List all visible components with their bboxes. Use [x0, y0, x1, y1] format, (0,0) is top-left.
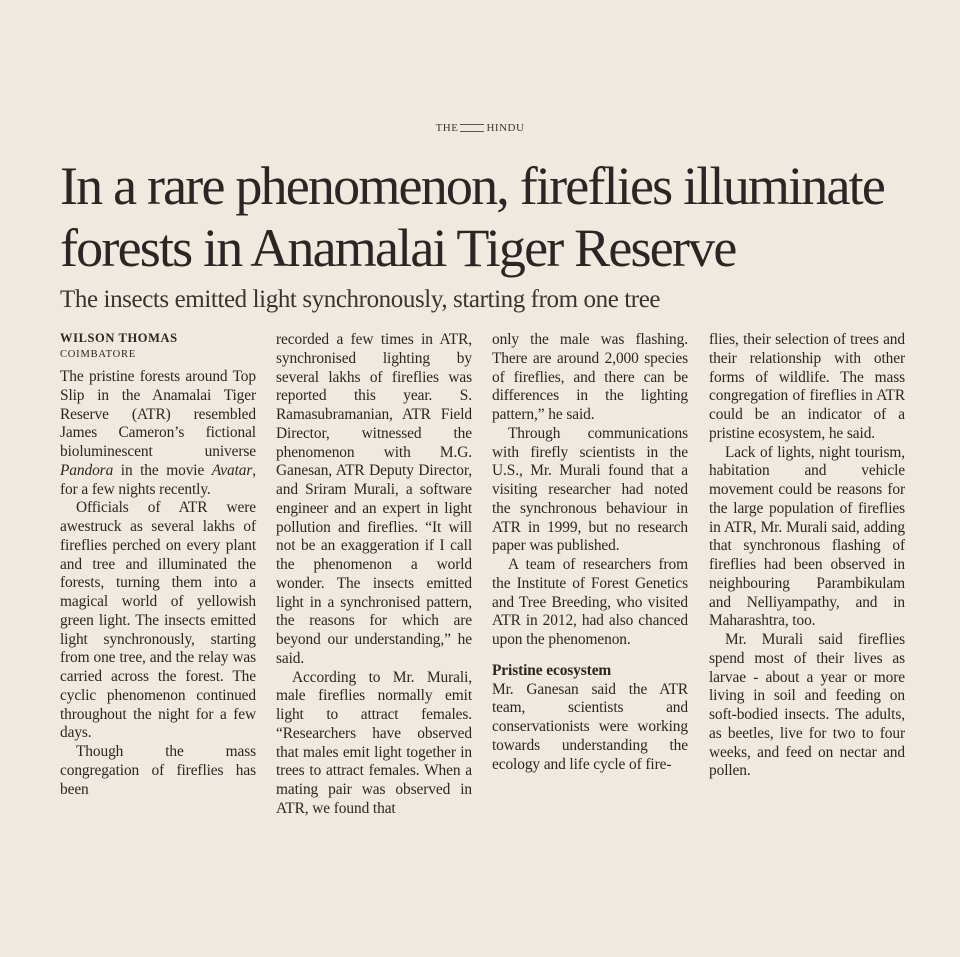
- headline: In a rare phenomenon, fireflies illuminate forests in Anamalai Tiger Reserve: [60, 156, 885, 278]
- paragraph-5: According to Mr. Murali, male fireflies normally emit light to attract females. “Researchers have observed that males emit light together in trees to attract females. When a mating pair was observed in ATR, we found that: [276, 668, 472, 817]
- paragraph-2: Officials of ATR were awestruck as several lakhs of fireflies perched on every plant and tree and illuminated the forests, turning them into a magical world of yellowish green light. The insects emitted light synchronously, starting from one tree, and the relay was carried across the forest. The cyclic phenomenon continued throughout the night for a few days.: [60, 499, 256, 742]
- paragraph-10: flies, their selection of trees and their relationship with other forms of wildlife. The mass congregation of fireflies in ATR could be an indicator of a pristine ecosystem, he said.: [709, 331, 905, 442]
- paragraph-4: recorded a few times in ATR, synchronised lighting by several lakhs of fireflies was reported this year. S. Ramasubramanian, ATR Field Director, witnessed the phenomenon with M.G. Ganesan, ATR Deputy Director, and Sriram Murali, a software engineer and an expert in light pollution and fireflies. “It will not be an exaggeration if I call the phenomenon a world wonder. The insects emitted light in a synchronised pattern, the reasons for which are beyond our understanding,” he said.: [276, 331, 472, 667]
- paragraph-7: Through communications with firefly scientists in the U.S., Mr. Murali found that a visiting researcher had noted the synchronous behaviour in ATR in 1999, but no research paper was published.: [492, 424, 688, 555]
- article-column-2: [276, 331, 472, 819]
- section-heading: Pristine ecosystem: [492, 661, 612, 679]
- masthead-emblem-icon: [460, 124, 484, 132]
- masthead-right: HINDU: [486, 122, 525, 134]
- paragraph-3: Though the mass congregation of fireflies has been: [60, 743, 256, 798]
- masthead-left: THE: [435, 122, 459, 134]
- paragraph-12: Mr. Murali said fireflies spend most of their lives as larvae - about a year or more living in soil and feeding on soft-bodied insects. The adults, as beetles, live for two to four weeks, and feed on nectar and pollen.: [709, 631, 905, 780]
- paragraph-1-text-b: in the movie: [113, 461, 212, 479]
- paragraph-8: A team of researchers from the Institute of Forest Genetics and Tree Breeding, who visited ATR in 2012, had also chanced upon the phenomenon.: [492, 556, 688, 648]
- article-column-1: [60, 368, 256, 799]
- article-column-3: [492, 331, 688, 774]
- movie-world-name: Pandora: [60, 461, 114, 479]
- paragraph-1-text-a: The pristine forests around Top Slip in the Anamalai Tiger Reserve (ATR) resembled James Cameron’s fictional bioluminescent universe: [60, 368, 256, 460]
- paragraph-11: Lack of lights, night tourism, habitation and vehicle movement could be reasons for the large population of fireflies in ATR, Mr. Murali said, adding that synchronous flashing of fireflies had been observed in neighbouring Parambikulam and Nelliyampathy, and in Maharashtra, too.: [709, 443, 905, 630]
- subheadline: The insects emitted light synchronously, starting from one tree: [60, 286, 661, 313]
- byline: WILSON THOMAS: [60, 331, 178, 345]
- paragraph-1-text-c: , for a few nights recently.: [60, 461, 256, 498]
- dateline: COIMBATORE: [60, 349, 137, 360]
- article-column-4: [709, 331, 905, 781]
- paragraph-9: Mr. Ganesan said the ATR team, scientists and conservationists were working towards understanding the ecology and life cycle of fire-: [492, 680, 688, 773]
- movie-title: Avatar: [211, 461, 253, 479]
- masthead-logo: [0, 122, 960, 134]
- paragraph-6: only the male was flashing. There are around 2,000 species of fireflies, and there can be differences in the lighting pattern,” he said.: [492, 331, 688, 423]
- paragraph-1: [60, 368, 256, 499]
